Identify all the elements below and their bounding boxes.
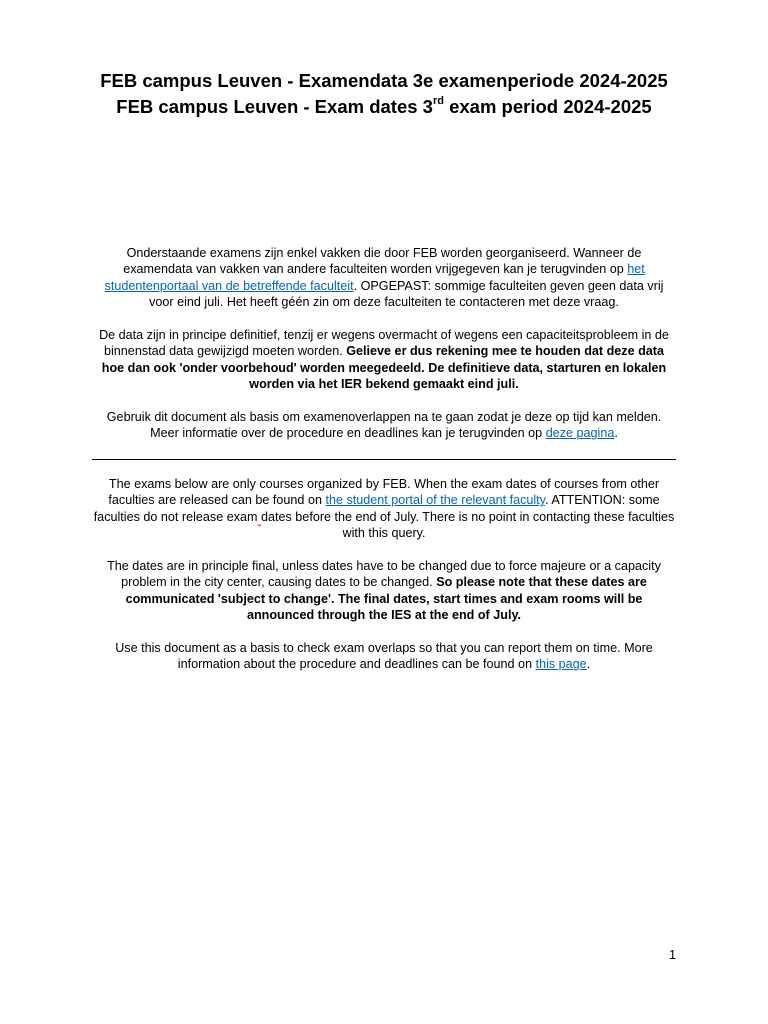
document-title [60, 68, 708, 120]
english-section [92, 476, 676, 673]
en-p1-text-end: dates before the end of July. There is no point in contacting these faculties with this query. [261, 509, 675, 541]
en-p2-text: The dates are in principle final, unless dates have to be changed due to force majeure or a capacity problem in the city center, causing dates to be changed. [107, 559, 661, 590]
nl-p1-text: Onderstaande examens zijn enkel vakken die door FEB worden georganiseerd. Wanneer de examendata van vakken van andere faculteiten worden vrijgegeven kan je terugvinden op [123, 246, 642, 277]
nl-this-page-link[interactable]: deze pagina [545, 426, 615, 441]
nl-p2-text: De data zijn in principe definitief, tenzij er wegens overmacht of wegens een capaciteitsprobleem in de binnenstad data gewijzigd moeten worden. [99, 328, 669, 359]
nl-p3-text-end: . [614, 426, 618, 441]
title-english-rest: exam period 2024-2025 [443, 96, 652, 117]
nl-paragraph-3 [92, 409, 676, 442]
nl-faculty-portal-link[interactable]: het studentenportaal van de betreffende faculteit [104, 262, 645, 293]
nl-paragraph-2 [92, 327, 676, 393]
nl-p3-text: Gebruik dit document als basis om examenoverlappen na te gaan zodat je deze op tijd kan melden. Meer informatie over de procedure en deadlines kan je terugvinden op [106, 410, 662, 441]
page-number: 1 [668, 948, 676, 962]
spacer [92, 393, 676, 409]
en-p1-text: The exams below are only courses organized by FEB. When the exam dates of courses from other faculties are released can be found on [108, 477, 660, 508]
spacer [92, 311, 676, 327]
en-faculty-portal-link[interactable]: the student portal of the relevant faculty [325, 493, 546, 508]
en-paragraph-3 [92, 640, 676, 673]
nl-p1-text-end: . OPGEPAST: sommige faculteiten geven geen data vrij voor eind juli. Het heeft géén zin om deze faculteiten te contacteren met deze vraag. [149, 278, 664, 310]
title-english [60, 94, 708, 120]
section-divider [92, 459, 676, 460]
title-dutch: FEB campus Leuven - Examendata 3e examenperiode 2024-2025 [100, 70, 668, 91]
nl-paragraph-1 [92, 245, 676, 311]
en-p2-bold: So please note that these dates are communicated 'subject to change'. The final dates, start times and exam rooms will be announced through the IES at the end of July. [125, 575, 647, 623]
title-superscript: rd [432, 94, 444, 107]
title-english-main: FEB campus Leuven - Exam dates 3 [116, 96, 433, 117]
en-p3-text-end: . [586, 657, 591, 672]
en-p1-text-mid: . ATTENTION: some faculties do not release exam [93, 493, 660, 524]
en-this-page-link[interactable]: this page [535, 657, 587, 672]
en-p3-text: Use this document as a basis to check exam overlaps so that you can report them on time. More information about the procedure and deadlines can be found on [115, 641, 653, 672]
en-paragraph-2 [92, 558, 676, 624]
spacer [92, 624, 676, 640]
spacer [92, 542, 676, 558]
nl-p2-bold: Gelieve er dus rekening mee te houden dat deze data hoe dan ook 'onder voorbehoud' worden meegedeeld. De definitieve data, starturen en lokalen worden via het IER bekend gemaakt eind juli. [101, 344, 667, 392]
en-paragraph-1 [92, 476, 676, 542]
dutch-section [92, 245, 676, 442]
